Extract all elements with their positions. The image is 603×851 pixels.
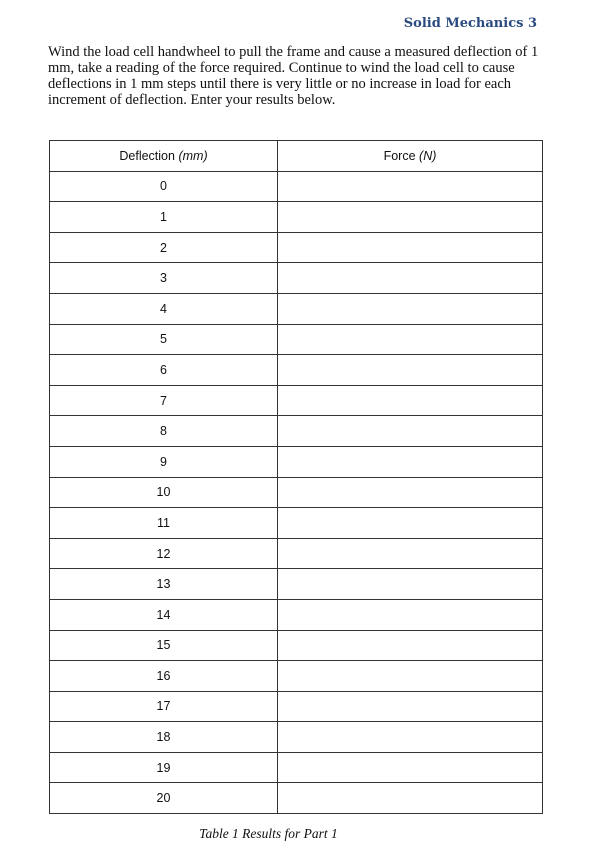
table-row — [50, 416, 543, 447]
deflection-cell: 9 — [50, 446, 278, 477]
deflection-cell: 10 — [50, 477, 278, 508]
deflection-column-header — [50, 141, 278, 172]
table-row — [50, 202, 543, 233]
table-row — [50, 446, 543, 477]
force-cell[interactable] — [278, 508, 543, 539]
table-row — [50, 599, 543, 630]
deflection-cell: 12 — [50, 538, 278, 569]
deflection-cell: 19 — [50, 752, 278, 783]
table-row — [50, 263, 543, 294]
table-row — [50, 569, 543, 600]
page-header-title: Solid Mechanics 3 — [403, 16, 537, 31]
deflection-cell: 16 — [50, 661, 278, 692]
force-cell[interactable] — [278, 752, 543, 783]
table-row — [50, 385, 543, 416]
deflection-cell: 18 — [50, 722, 278, 753]
deflection-cell: 8 — [50, 416, 278, 447]
force-cell[interactable] — [278, 202, 543, 233]
force-cell[interactable] — [278, 722, 543, 753]
deflection-cell: 6 — [50, 355, 278, 386]
deflection-header-unit: (mm) — [178, 148, 208, 163]
table-row — [50, 355, 543, 386]
table-row — [50, 752, 543, 783]
table-header-row — [50, 141, 543, 172]
deflection-cell: 2 — [50, 232, 278, 263]
force-cell[interactable] — [278, 569, 543, 600]
force-cell[interactable] — [278, 385, 543, 416]
deflection-cell: 13 — [50, 569, 278, 600]
table-row — [50, 630, 543, 661]
deflection-cell: 4 — [50, 293, 278, 324]
table-row — [50, 722, 543, 753]
deflection-cell: 15 — [50, 630, 278, 661]
table-caption: Table 1 Results for Part 1 — [199, 826, 338, 841]
table-row — [50, 661, 543, 692]
force-cell[interactable] — [278, 599, 543, 630]
force-header-unit: (N) — [419, 148, 437, 163]
force-cell[interactable] — [278, 263, 543, 294]
force-cell[interactable] — [278, 416, 543, 447]
instructions-paragraph: Wind the load cell handwheel to pull the frame and cause a measured deflection of 1 mm, take a reading of the force required. Continue to wind the load cell to cause deflections in 1 mm steps until there is very little or no increase in load for each increment of deflection. Enter your results below. — [48, 44, 539, 108]
force-cell[interactable] — [278, 355, 543, 386]
deflection-cell: 5 — [50, 324, 278, 355]
table-row — [50, 171, 543, 202]
table-row — [50, 477, 543, 508]
table-row — [50, 232, 543, 263]
force-cell[interactable] — [278, 293, 543, 324]
force-cell[interactable] — [278, 783, 543, 814]
table-row — [50, 783, 543, 814]
table-row — [50, 538, 543, 569]
force-column-header — [278, 141, 543, 172]
deflection-cell: 11 — [50, 508, 278, 539]
deflection-cell: 3 — [50, 263, 278, 294]
force-cell[interactable] — [278, 324, 543, 355]
force-cell[interactable] — [278, 538, 543, 569]
deflection-cell: 7 — [50, 385, 278, 416]
force-cell[interactable] — [278, 477, 543, 508]
force-cell[interactable] — [278, 232, 543, 263]
force-cell[interactable] — [278, 171, 543, 202]
force-header-label: Force — [383, 148, 416, 163]
results-table — [49, 140, 543, 814]
table-row — [50, 324, 543, 355]
force-cell[interactable] — [278, 630, 543, 661]
force-cell[interactable] — [278, 691, 543, 722]
table-row — [50, 293, 543, 324]
deflection-cell: 0 — [50, 171, 278, 202]
force-cell[interactable] — [278, 661, 543, 692]
deflection-cell: 14 — [50, 599, 278, 630]
force-cell[interactable] — [278, 446, 543, 477]
table-row — [50, 691, 543, 722]
deflection-cell: 17 — [50, 691, 278, 722]
table-row — [50, 508, 543, 539]
deflection-header-label: Deflection — [119, 148, 175, 163]
deflection-cell: 20 — [50, 783, 278, 814]
deflection-cell: 1 — [50, 202, 278, 233]
